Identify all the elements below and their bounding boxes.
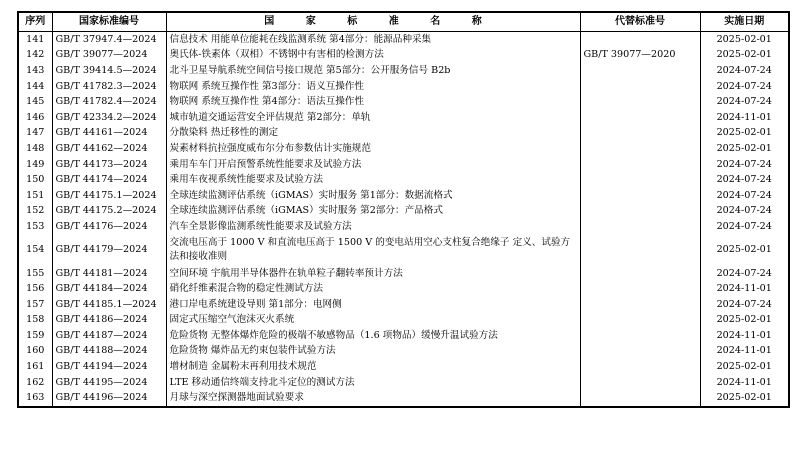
cell-serial: 155 <box>18 266 52 282</box>
cell-standard-name: 物联网 系统互操作性 第3部分：语义互操作性 <box>166 79 580 95</box>
cell-effective-date: 2024-11-01 <box>700 281 789 297</box>
cell-standard-name: 空间环境 宇航用半导体器件在轨单粒子翻转率预计方法 <box>166 266 580 282</box>
cell-standard-name: 乘用车车门开启预警系统性能要求及试验方法 <box>166 157 580 173</box>
cell-replaced-standard <box>580 235 700 266</box>
cell-effective-date: 2024-07-24 <box>700 157 789 173</box>
cell-standard-code: GB/T 44186—2024 <box>52 313 166 329</box>
cell-standard-name: 固定式压缩空气泡沫灭火系统 <box>166 313 580 329</box>
cell-standard-code: GB/T 44188—2024 <box>52 344 166 360</box>
cell-standard-code: GB/T 44196—2024 <box>52 390 166 407</box>
cell-serial: 149 <box>18 157 52 173</box>
cell-standard-code: GB/T 44176—2024 <box>52 219 166 235</box>
cell-replaced-standard <box>580 359 700 375</box>
cell-standard-name: 分散染料 热迁移性的测定 <box>166 126 580 142</box>
cell-standard-code: GB/T 37947.4—2024 <box>52 32 166 48</box>
cell-standard-name: 物联网 系统互操作性 第4部分：语法互操作性 <box>166 94 580 110</box>
cell-serial: 145 <box>18 94 52 110</box>
table-row <box>18 172 789 188</box>
table-row <box>18 94 789 110</box>
table-row <box>18 375 789 391</box>
cell-effective-date: 2024-07-24 <box>700 204 789 220</box>
cell-effective-date: 2024-07-24 <box>700 79 789 95</box>
cell-standard-name: 信息技术 用能单位能耗在线监测系统 第4部分：能源品种采集 <box>166 32 580 48</box>
cell-replaced-standard <box>580 281 700 297</box>
cell-standard-code: GB/T 44174—2024 <box>52 172 166 188</box>
cell-standard-code: GB/T 39077—2024 <box>52 48 166 64</box>
cell-replaced-standard <box>580 266 700 282</box>
cell-replaced-standard <box>580 94 700 110</box>
cell-effective-date: 2024-07-24 <box>700 188 789 204</box>
cell-replaced-standard <box>580 328 700 344</box>
cell-serial: 142 <box>18 48 52 64</box>
cell-serial: 162 <box>18 375 52 391</box>
cell-serial: 158 <box>18 313 52 329</box>
cell-standard-name: 增材制造 金属粉末再利用技术规范 <box>166 359 580 375</box>
cell-standard-code: GB/T 44173—2024 <box>52 157 166 173</box>
header-standard-name: 国 家 标 准 名 称 <box>166 12 580 32</box>
cell-standard-code: GB/T 44175.1—2024 <box>52 188 166 204</box>
cell-serial: 157 <box>18 297 52 313</box>
cell-standard-code: GB/T 42334.2—2024 <box>52 110 166 126</box>
cell-replaced-standard <box>580 390 700 407</box>
cell-standard-code: GB/T 44187—2024 <box>52 328 166 344</box>
table-row <box>18 313 789 329</box>
cell-replaced-standard <box>580 219 700 235</box>
cell-standard-code: GB/T 44181—2024 <box>52 266 166 282</box>
cell-serial: 159 <box>18 328 52 344</box>
cell-standard-name: 港口岸电系统建设导则 第1部分：电网侧 <box>166 297 580 313</box>
cell-standard-name: 汽车全景影像监测系统性能要求及试验方法 <box>166 219 580 235</box>
table-row <box>18 328 789 344</box>
cell-serial: 143 <box>18 63 52 79</box>
cell-replaced-standard <box>580 126 700 142</box>
cell-effective-date: 2025-02-01 <box>700 141 789 157</box>
cell-serial: 150 <box>18 172 52 188</box>
cell-standard-code: GB/T 44179—2024 <box>52 235 166 266</box>
table-row <box>18 48 789 64</box>
cell-serial: 141 <box>18 32 52 48</box>
cell-replaced-standard <box>580 297 700 313</box>
cell-standard-code: GB/T 44195—2024 <box>52 375 166 391</box>
cell-standard-name: 硝化纤维素混合物的稳定性测试方法 <box>166 281 580 297</box>
cell-standard-name: 交流电压高于 1000 V 和直流电压高于 1500 V 的变电站用空心支柱复合绝缘子 定义、试验方法和接收准则 <box>166 235 580 266</box>
cell-serial: 163 <box>18 390 52 407</box>
table-row <box>18 297 789 313</box>
cell-effective-date: 2025-02-01 <box>700 32 789 48</box>
header-standard-code: 国家标准编号 <box>52 12 166 32</box>
cell-effective-date: 2025-02-01 <box>700 313 789 329</box>
table-row <box>18 359 789 375</box>
cell-effective-date: 2024-11-01 <box>700 344 789 360</box>
cell-replaced-standard <box>580 375 700 391</box>
table-row <box>18 32 789 48</box>
cell-effective-date: 2025-02-01 <box>700 235 789 266</box>
cell-serial: 147 <box>18 126 52 142</box>
table-row <box>18 219 789 235</box>
table-row <box>18 188 789 204</box>
cell-standard-code: GB/T 39414.5—2024 <box>52 63 166 79</box>
cell-effective-date: 2024-07-24 <box>700 219 789 235</box>
cell-effective-date: 2024-07-24 <box>700 266 789 282</box>
table-row <box>18 157 789 173</box>
cell-standard-code: GB/T 41782.3—2024 <box>52 79 166 95</box>
cell-standard-name: 炭素材料抗拉强度威布尔分布参数估计实施规范 <box>166 141 580 157</box>
cell-replaced-standard <box>580 63 700 79</box>
cell-replaced-standard <box>580 157 700 173</box>
cell-serial: 156 <box>18 281 52 297</box>
standards-table <box>17 11 790 408</box>
header-effective-date: 实施日期 <box>700 12 789 32</box>
cell-serial: 153 <box>18 219 52 235</box>
cell-standard-code: GB/T 41782.4—2024 <box>52 94 166 110</box>
cell-replaced-standard <box>580 110 700 126</box>
cell-replaced-standard <box>580 32 700 48</box>
table-row <box>18 141 789 157</box>
cell-standard-name: 全球连续监测评估系统（iGMAS）实时服务 第1部分：数据流格式 <box>166 188 580 204</box>
cell-serial: 146 <box>18 110 52 126</box>
table-row <box>18 344 789 360</box>
cell-standard-name: 奥氏体-铁素体（双相）不锈钢中有害相的检测方法 <box>166 48 580 64</box>
table-row <box>18 79 789 95</box>
cell-replaced-standard <box>580 313 700 329</box>
cell-effective-date: 2024-07-24 <box>700 297 789 313</box>
cell-replaced-standard <box>580 188 700 204</box>
cell-serial: 144 <box>18 79 52 95</box>
cell-standard-name: 危险货物 无整体爆炸危险的极端不敏感物品（1.6 项物品）缓慢升温试验方法 <box>166 328 580 344</box>
cell-standard-code: GB/T 44175.2—2024 <box>52 204 166 220</box>
table-row <box>18 281 789 297</box>
cell-standard-code: GB/T 44194—2024 <box>52 359 166 375</box>
cell-replaced-standard <box>580 141 700 157</box>
cell-standard-name: 乘用车夜视系统性能要求及试验方法 <box>166 172 580 188</box>
cell-serial: 161 <box>18 359 52 375</box>
table-row <box>18 390 789 407</box>
cell-replaced-standard <box>580 172 700 188</box>
cell-effective-date: 2025-02-01 <box>700 359 789 375</box>
cell-serial: 151 <box>18 188 52 204</box>
cell-standard-name: 危险货物 爆炸品无约束包装件试验方法 <box>166 344 580 360</box>
cell-effective-date: 2025-02-01 <box>700 390 789 407</box>
cell-standard-name: 月球与深空探测器地面试验要求 <box>166 390 580 407</box>
cell-replaced-standard: GB/T 39077—2020 <box>580 48 700 64</box>
cell-effective-date: 2025-02-01 <box>700 126 789 142</box>
cell-standard-code: GB/T 44161—2024 <box>52 126 166 142</box>
cell-effective-date: 2024-11-01 <box>700 375 789 391</box>
header-serial: 序列 <box>18 12 52 32</box>
cell-serial: 148 <box>18 141 52 157</box>
cell-replaced-standard <box>580 344 700 360</box>
cell-standard-name: 北斗卫星导航系统空间信号接口规范 第5部分：公开服务信号 B2b <box>166 63 580 79</box>
cell-effective-date: 2024-07-24 <box>700 94 789 110</box>
cell-standard-name: LTE 移动通信终端支持北斗定位的测试方法 <box>166 375 580 391</box>
cell-serial: 152 <box>18 204 52 220</box>
cell-replaced-standard <box>580 204 700 220</box>
cell-effective-date: 2024-07-24 <box>700 172 789 188</box>
table-row <box>18 235 789 266</box>
table-row <box>18 110 789 126</box>
cell-standard-name: 城市轨道交通运营安全评估规范 第2部分：单轨 <box>166 110 580 126</box>
table-row <box>18 266 789 282</box>
header-replaced-standard: 代替标准号 <box>580 12 700 32</box>
table-row <box>18 63 789 79</box>
cell-standard-name: 全球连续监测评估系统（iGMAS）实时服务 第2部分：产品格式 <box>166 204 580 220</box>
cell-effective-date: 2024-07-24 <box>700 63 789 79</box>
table-row <box>18 126 789 142</box>
cell-effective-date: 2024-11-01 <box>700 110 789 126</box>
cell-serial: 154 <box>18 235 52 266</box>
cell-replaced-standard <box>580 79 700 95</box>
cell-serial: 160 <box>18 344 52 360</box>
table-row <box>18 204 789 220</box>
cell-effective-date: 2025-02-01 <box>700 48 789 64</box>
cell-standard-code: GB/T 44185.1—2024 <box>52 297 166 313</box>
cell-effective-date: 2024-11-01 <box>700 328 789 344</box>
cell-standard-code: GB/T 44184—2024 <box>52 281 166 297</box>
cell-standard-code: GB/T 44162—2024 <box>52 141 166 157</box>
header-row <box>18 12 789 32</box>
